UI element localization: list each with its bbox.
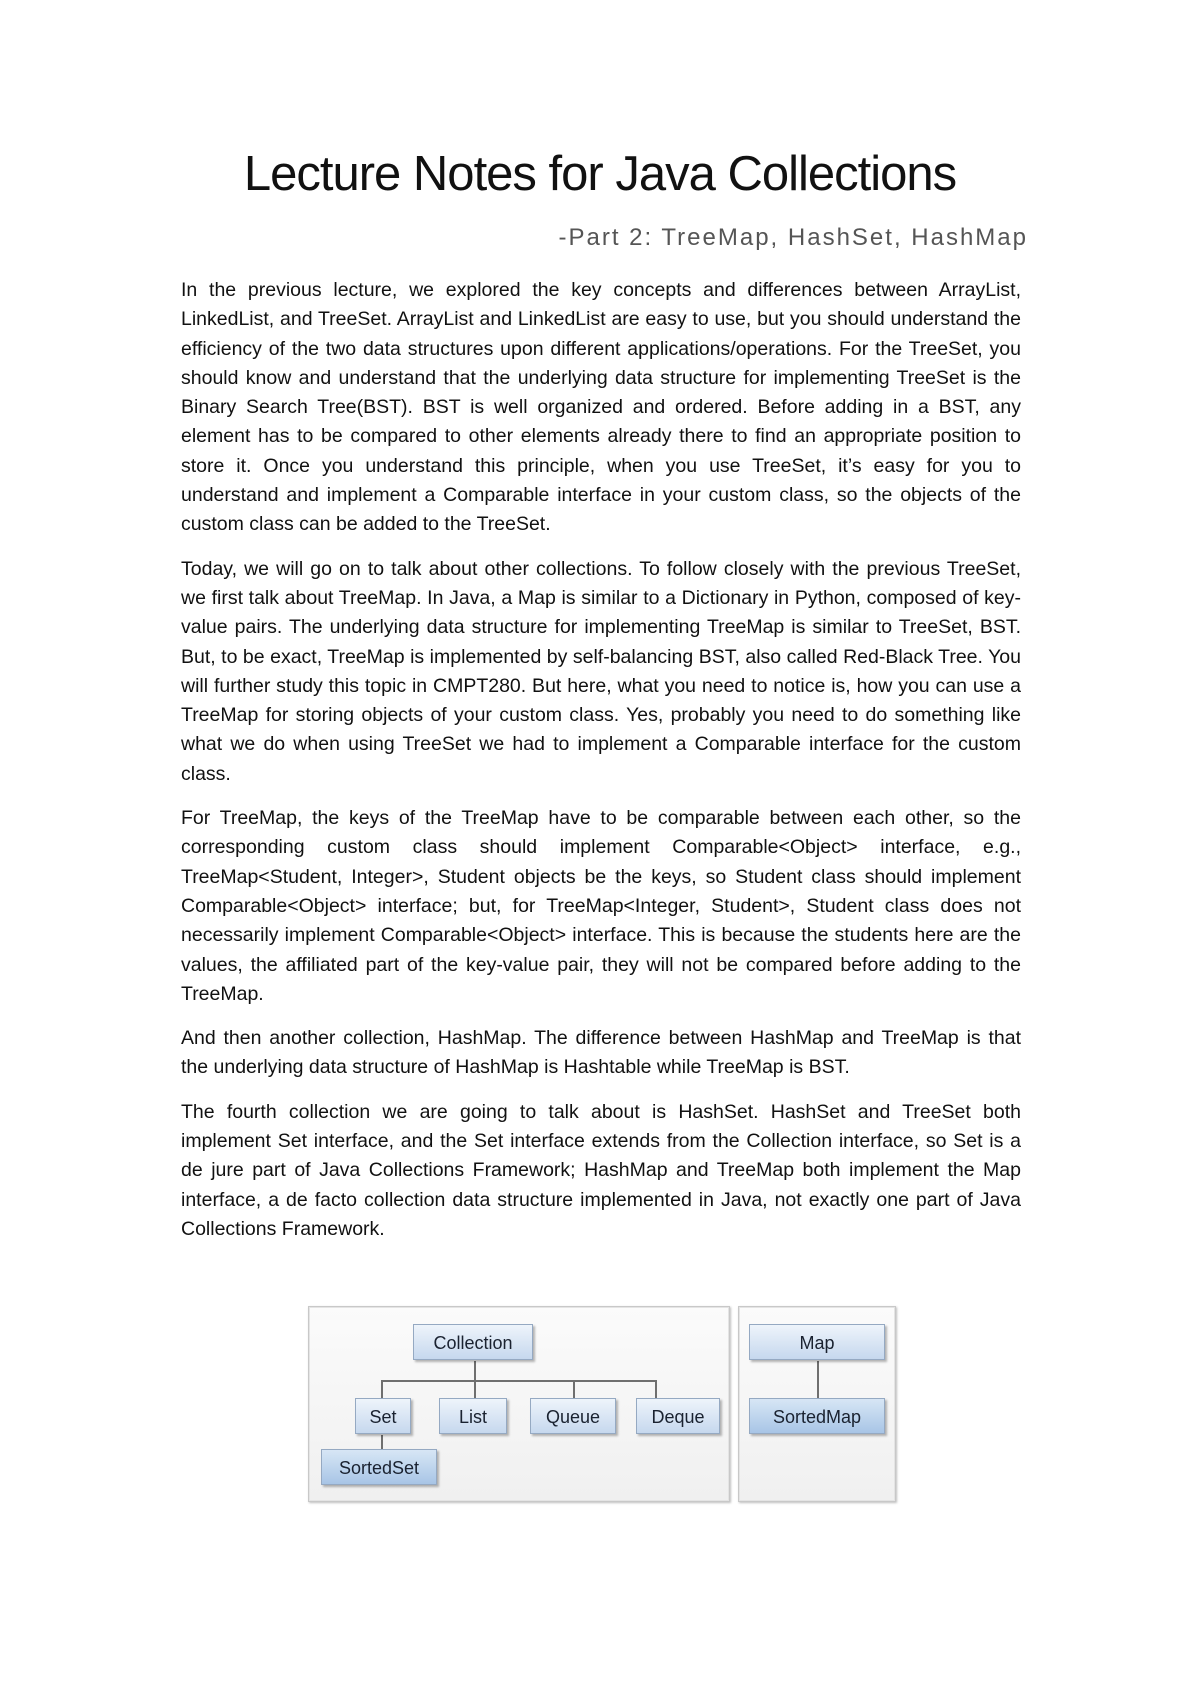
connector-line [381, 1435, 383, 1449]
node-deque: Deque [636, 1398, 720, 1434]
node-collection: Collection [413, 1324, 533, 1360]
connector-line [381, 1380, 383, 1398]
map-panel [738, 1306, 896, 1502]
node-sortedset: SortedSet [321, 1449, 437, 1485]
node-sortedmap: SortedMap [749, 1398, 885, 1434]
connector-line [573, 1380, 575, 1398]
connector-line [474, 1361, 476, 1381]
connector-line [474, 1380, 476, 1398]
document-subtitle: -Part 2: TreeMap, HashSet, HashMap [558, 224, 1028, 251]
node-queue: Queue [530, 1398, 616, 1434]
node-map: Map [749, 1324, 885, 1360]
paragraph-5: The fourth collection we are going to talk about is HashSet. HashSet and TreeSet both implement Set interface, and the Set interface extends from the Collection interface, so Set is a de jure part of Java Collections Framework; HashMap and TreeMap both implement the Map interface, a de facto collection data structure implemented in Java, not exactly one part of Java Collections Framework. [181, 1100, 1021, 1240]
body-text [181, 276, 1021, 1259]
connector-line [817, 1361, 819, 1398]
collection-panel [308, 1306, 730, 1502]
node-set: Set [355, 1398, 411, 1434]
document-title: Lecture Notes for Java Collections [243, 147, 957, 201]
paragraph-2: Today, we will go on to talk about other collections. To follow closely with the previous TreeSet, we first talk about TreeMap. In Java, a Map is similar to a Dictionary in Python, composed of key-value pairs. The underlying data structure for implementing TreeMap is similar to TreeSet, BST. But, to be exact, TreeMap is implemented by self-balancing BST, also called Red-Black Tree. You will further study this topic in CMPT280. But here, what you need to notice is, how you can use a TreeMap for storing objects of your custom class. Yes, probably you need to do something like what we do when using TreeSet we had to implement a Comparable interface for the custom class. [181, 557, 1021, 785]
connector-line [655, 1380, 657, 1398]
node-list: List [439, 1398, 507, 1434]
paragraph-3: For TreeMap, the keys of the TreeMap have to be comparable between each other, so the corresponding custom class should implement Comparable<Object> interface, e.g., TreeMap<Student, Integer>, Student objects be the keys, so Student class should implement Comparable<Object> interface; but, for TreeMap<Integer, Student>, Student class does not necessarily implement Comparable<Object> interface. This is because the students here are the values, the affiliated part of the key-value pair, they will not be compared before adding to the TreeMap. [181, 807, 1021, 1005]
paragraph-4: And then another collection, HashMap. The difference between HashMap and TreeMap is that the underlying data structure of HashMap is Hashtable while TreeMap is BST. [181, 1027, 1021, 1079]
paragraph-1: In the previous lecture, we explored the key concepts and differences between ArrayList, LinkedList, and TreeSet. ArrayList and LinkedList are easy to use, but you should understand the efficiency of the two data structures upon different applications/operations. For the TreeSet, you should know and understand that the underlying data structure for implementing TreeSet is the Binary Search Tree(BST). BST is well organized and ordered. Before adding in a BST, any element has to be compared to other elements already there to find an appropriate position to store it. Once you understand this principle, when you use TreeSet, it’s easy for you to understand and implement a Comparable interface in your custom class, so the objects of the custom class can be added to the TreeSet. [181, 279, 1021, 536]
connector-line [381, 1380, 655, 1382]
